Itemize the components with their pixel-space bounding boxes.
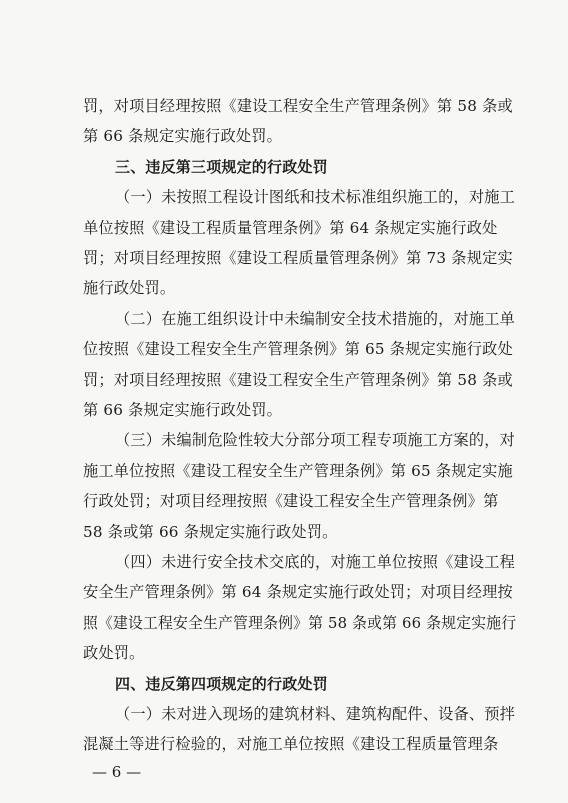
section-heading: 四、违反第四项规定的行政处罚	[115, 675, 328, 693]
text-line: （一）未按照工程设计图纸和技术标准组织施工的，对施工	[115, 188, 516, 206]
text-line: 混凝土等进行检验的，对施工单位按照《建设工程质量管理条	[83, 735, 499, 753]
text-line: 安全生产管理条例》第 64 条规定实施行政处罚；对项目经理按	[83, 583, 513, 601]
text-line: 政处罚。	[83, 644, 145, 662]
text-line: 第 66 条规定实施行政处罚。	[83, 401, 283, 419]
text-line: 罚，对项目经理按照《建设工程安全生产管理条例》第 58 条或	[83, 97, 513, 115]
text-line: 58 条或第 66 条规定实施行政处罚。	[83, 523, 338, 541]
text-line: 行政处罚；对项目经理按照《建设工程安全生产管理条例》第	[83, 492, 499, 510]
text-line: 照《建设工程安全生产管理条例》第 58 条或第 66 条规定实施行	[83, 614, 517, 632]
text-line: 罚；对项目经理按照《建设工程质量管理条例》第 73 条规定实	[83, 249, 513, 267]
text-line: 位按照《建设工程安全生产管理条例》第 65 条规定实施行政处	[83, 340, 513, 358]
text-line: （一）未对进入现场的建筑材料、建筑构配件、设备、预拌	[115, 705, 516, 723]
text-line: 施行政处罚。	[83, 279, 176, 297]
text-line: 单位按照《建设工程质量管理条例》第 64 条规定实施行政处	[83, 219, 498, 237]
text-line: （三）未编制危险性较大分部分项工程专项施工方案的，对	[115, 431, 516, 449]
text-line: 施工单位按照《建设工程安全生产管理条例》第 65 条规定实施	[83, 462, 513, 480]
text-line: （二）在施工组织设计中未编制安全技术措施的，对施工单	[115, 310, 516, 328]
section-heading: 三、违反第三项规定的行政处罚	[115, 158, 328, 176]
text-line: （四）未进行安全技术交底的，对施工单位按照《建设工程	[115, 553, 516, 571]
text-line: 第 66 条规定实施行政处罚。	[83, 127, 283, 145]
text-line: 罚；对项目经理按照《建设工程安全生产管理条例》第 58 条或	[83, 371, 513, 389]
page-number: — 6 —	[92, 763, 142, 781]
